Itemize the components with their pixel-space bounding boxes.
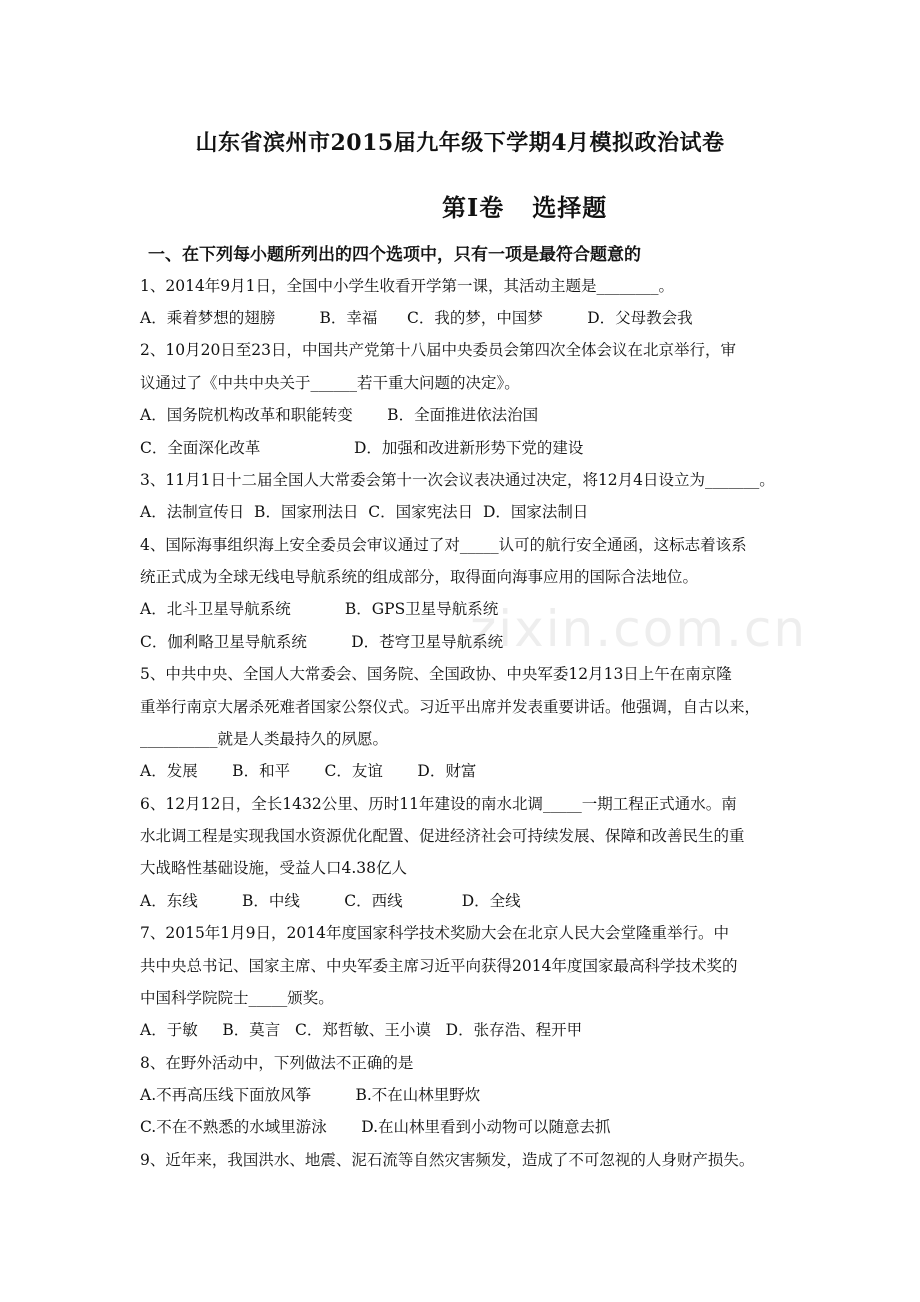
page-title: 山东省滨州市2015届九年级下学期4月模拟政治试卷 [195,130,725,156]
question-line: 9、近年来，我国洪水、地震、泥石流等自然灾害频发，造成了不可忽视的人身财产损失。 [140,1151,755,1169]
question-line: 统正式成为全球无线电导航系统的组成部分，取得面向海事应用的国际合法地位。 [140,568,699,586]
watermark: zixin.com.cn [470,600,808,658]
option-line: A.不再高压线下面放风筝 B.不在山林里野炊 [140,1086,481,1104]
question-line: 共中央总书记、国家主席、中央军委主席习近平向获得2014年度国家最高科学技术奖的 [140,957,738,975]
option-line: A．法制宣传日 B．国家刑法日 C．国家宪法日 D．国家法制日 [140,503,589,521]
question-line: 4、国际海事组织海上安全委员会审议通过了对_____认可的航行安全通函，这标志着该系 [140,536,747,554]
question-line: 水北调工程是实现我国水资源优化配置、促进经济社会可持续发展、保障和改善民生的重 [140,827,745,845]
option-line: C．伽利略卫星导航系统 D．苍穹卫星导航系统 [140,633,504,651]
option-line: A．国务院机构改革和职能转变 B．全面推进依法治国 [140,406,539,424]
question-line: 1、2014年9月1日，全国中小学生收看开学第一课，其活动主题是________。 [140,277,675,295]
option-line: A．北斗卫星导航系统 B．GPS卫星导航系统 [140,600,499,618]
question-line: 6、12月12日，全长1432公里、历时11年建设的南水北调_____一期工程正式通水。南 [140,795,737,813]
option-line: C.不在不熟悉的水域里游泳 D.在山林里看到小动物可以随意去抓 [140,1118,611,1136]
option-line: A．于敏 B．莫言 C．郑哲敏、王小谟 D．张存浩、程开甲 [140,1021,583,1039]
question-line: 2、10月20日至23日，中国共产党第十八届中央委员会第四次全体会议在北京举行，审 [140,341,737,359]
section-heading: 一、在下列每小题所列出的四个选项中，只有一项是最符合题意的 [148,245,641,265]
part-title: 第Ⅰ卷 选择题 [442,193,608,222]
option-line: A．发展 B．和平 C．友谊 D．财富 [140,762,477,780]
question-line: 中国科学院院士_____颁奖。 [140,989,334,1007]
question-line: 3、11月1日十二届全国人大常委会第十一次会议表决通过决定，将12月4日设立为_______。 [140,471,775,489]
question-line: __________就是人类最持久的夙愿。 [140,730,389,748]
option-line: A．东线 B．中线 C．西线 D．全线 [140,892,521,910]
option-line: A．乘着梦想的翅膀 B．幸福 C．我的梦，中国梦 D．父母教会我 [140,309,693,327]
question-line: 8、在野外活动中，下列做法不正确的是 [140,1054,414,1072]
question-line: 议通过了《中共中央关于______若干重大问题的决定》。 [140,374,520,392]
question-line: 大战略性基础设施，受益人口4.38亿人 [140,859,408,877]
question-line: 重举行南京大屠杀死难者国家公祭仪式。习近平出席并发表重要讲话。他强调，自古以来， [140,698,761,716]
option-line: C．全面深化改革 D．加强和改进新形势下党的建设 [140,439,584,457]
question-line: 5、中共中央、全国人大常委会、国务院、全国政协、中央军委12月13日上午在南京隆 [140,665,732,683]
question-line: 7、2015年1月9日，2014年度国家科学技术奖励大会在北京人民大会堂隆重举行。中 [140,924,729,942]
